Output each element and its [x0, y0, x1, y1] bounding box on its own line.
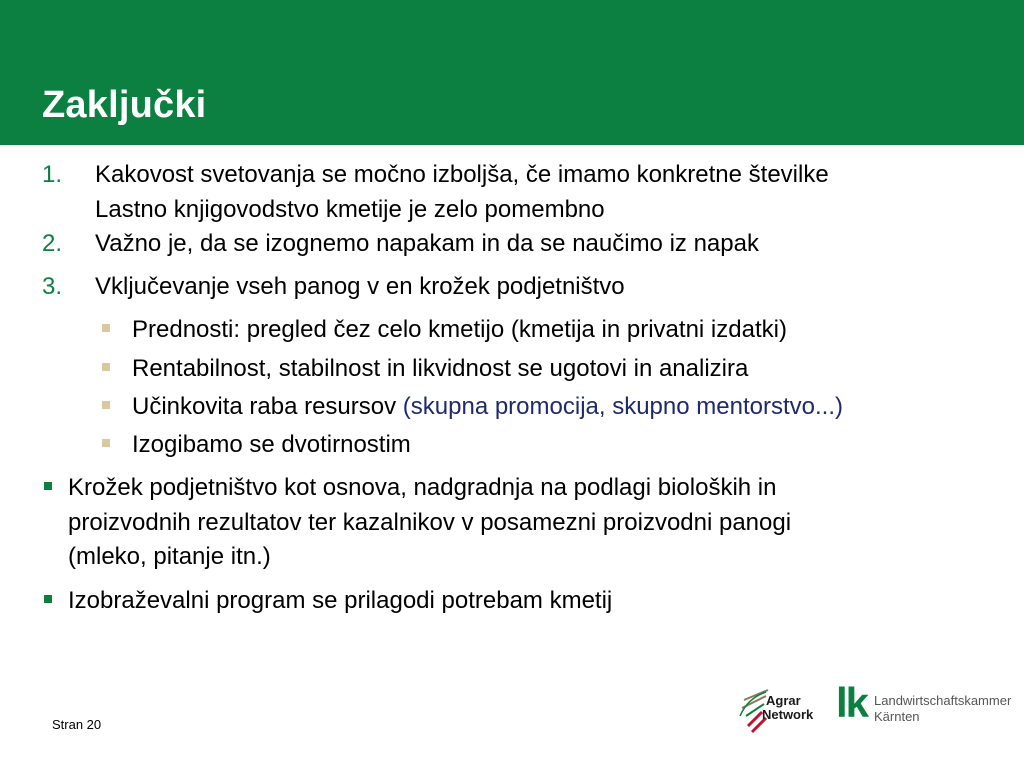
sub-bullet-accent-text: (skupna promocija, skupno mentorstvo...) [402, 393, 843, 420]
sub-bullet-text: Prednosti: pregled čez celo kmetijo (kmetija in privatni izdatki) [132, 316, 787, 343]
sub-bullet-icon [102, 363, 110, 371]
list-item-text: Vključevanje vseh panog v en krožek podjetništvo [95, 273, 625, 300]
agrar-logo-line2: Network [762, 707, 814, 722]
sub-bullet-text: Učinkovita raba resursov [132, 393, 397, 420]
sub-bullet-text: Izogibamo se dvotirnostim [132, 431, 411, 458]
list-number: 1. [42, 161, 63, 188]
bullet-text: (mleko, pitanje itn.) [68, 543, 271, 570]
lk-logo-line1: Landwirtschaftskammer [874, 693, 1012, 708]
page-number: Stran 20 [52, 717, 102, 732]
bullet-icon [44, 482, 52, 490]
agrar-network-logo [738, 686, 824, 736]
list-item-text: Važno je, da se izognemo napakam in da se naučimo iz napak [95, 230, 759, 257]
lk-logo-line2: Kärnten [874, 709, 920, 724]
sub-bullet-icon [102, 439, 110, 447]
slide-title: Zaključki [42, 84, 207, 126]
lk-kaernten-logo [836, 679, 1012, 730]
sub-bullet-icon [102, 324, 110, 332]
lk-logo-mark: lk [836, 679, 868, 726]
bullet-text: Krožek podjetništvo kot osnova, nadgradnja na podlagi bioloških in [68, 474, 777, 501]
list-number: 2. [42, 230, 63, 257]
bullet-icon [44, 595, 52, 603]
bullet-text: proizvodnih rezultatov ter kazalnikov v posamezni proizvodni panogi [68, 509, 792, 536]
list-number: 3. [42, 273, 63, 300]
sub-bullet-item [132, 392, 843, 422]
list-item-text: Lastno knjigovodstvo kmetije je zelo pomembno [95, 196, 605, 223]
bullet-text: Izobraževalni program se prilagodi potrebam kmetij [68, 587, 613, 614]
list-item-text: Kakovost svetovanja se močno izboljša, če imamo konkretne številke [95, 161, 829, 188]
sub-bullet-icon [102, 401, 110, 409]
sub-bullet-text: Rentabilnost, stabilnost in likvidnost se ugotovi in analizira [132, 355, 749, 382]
agrar-logo-line1: Agrar [766, 693, 801, 708]
